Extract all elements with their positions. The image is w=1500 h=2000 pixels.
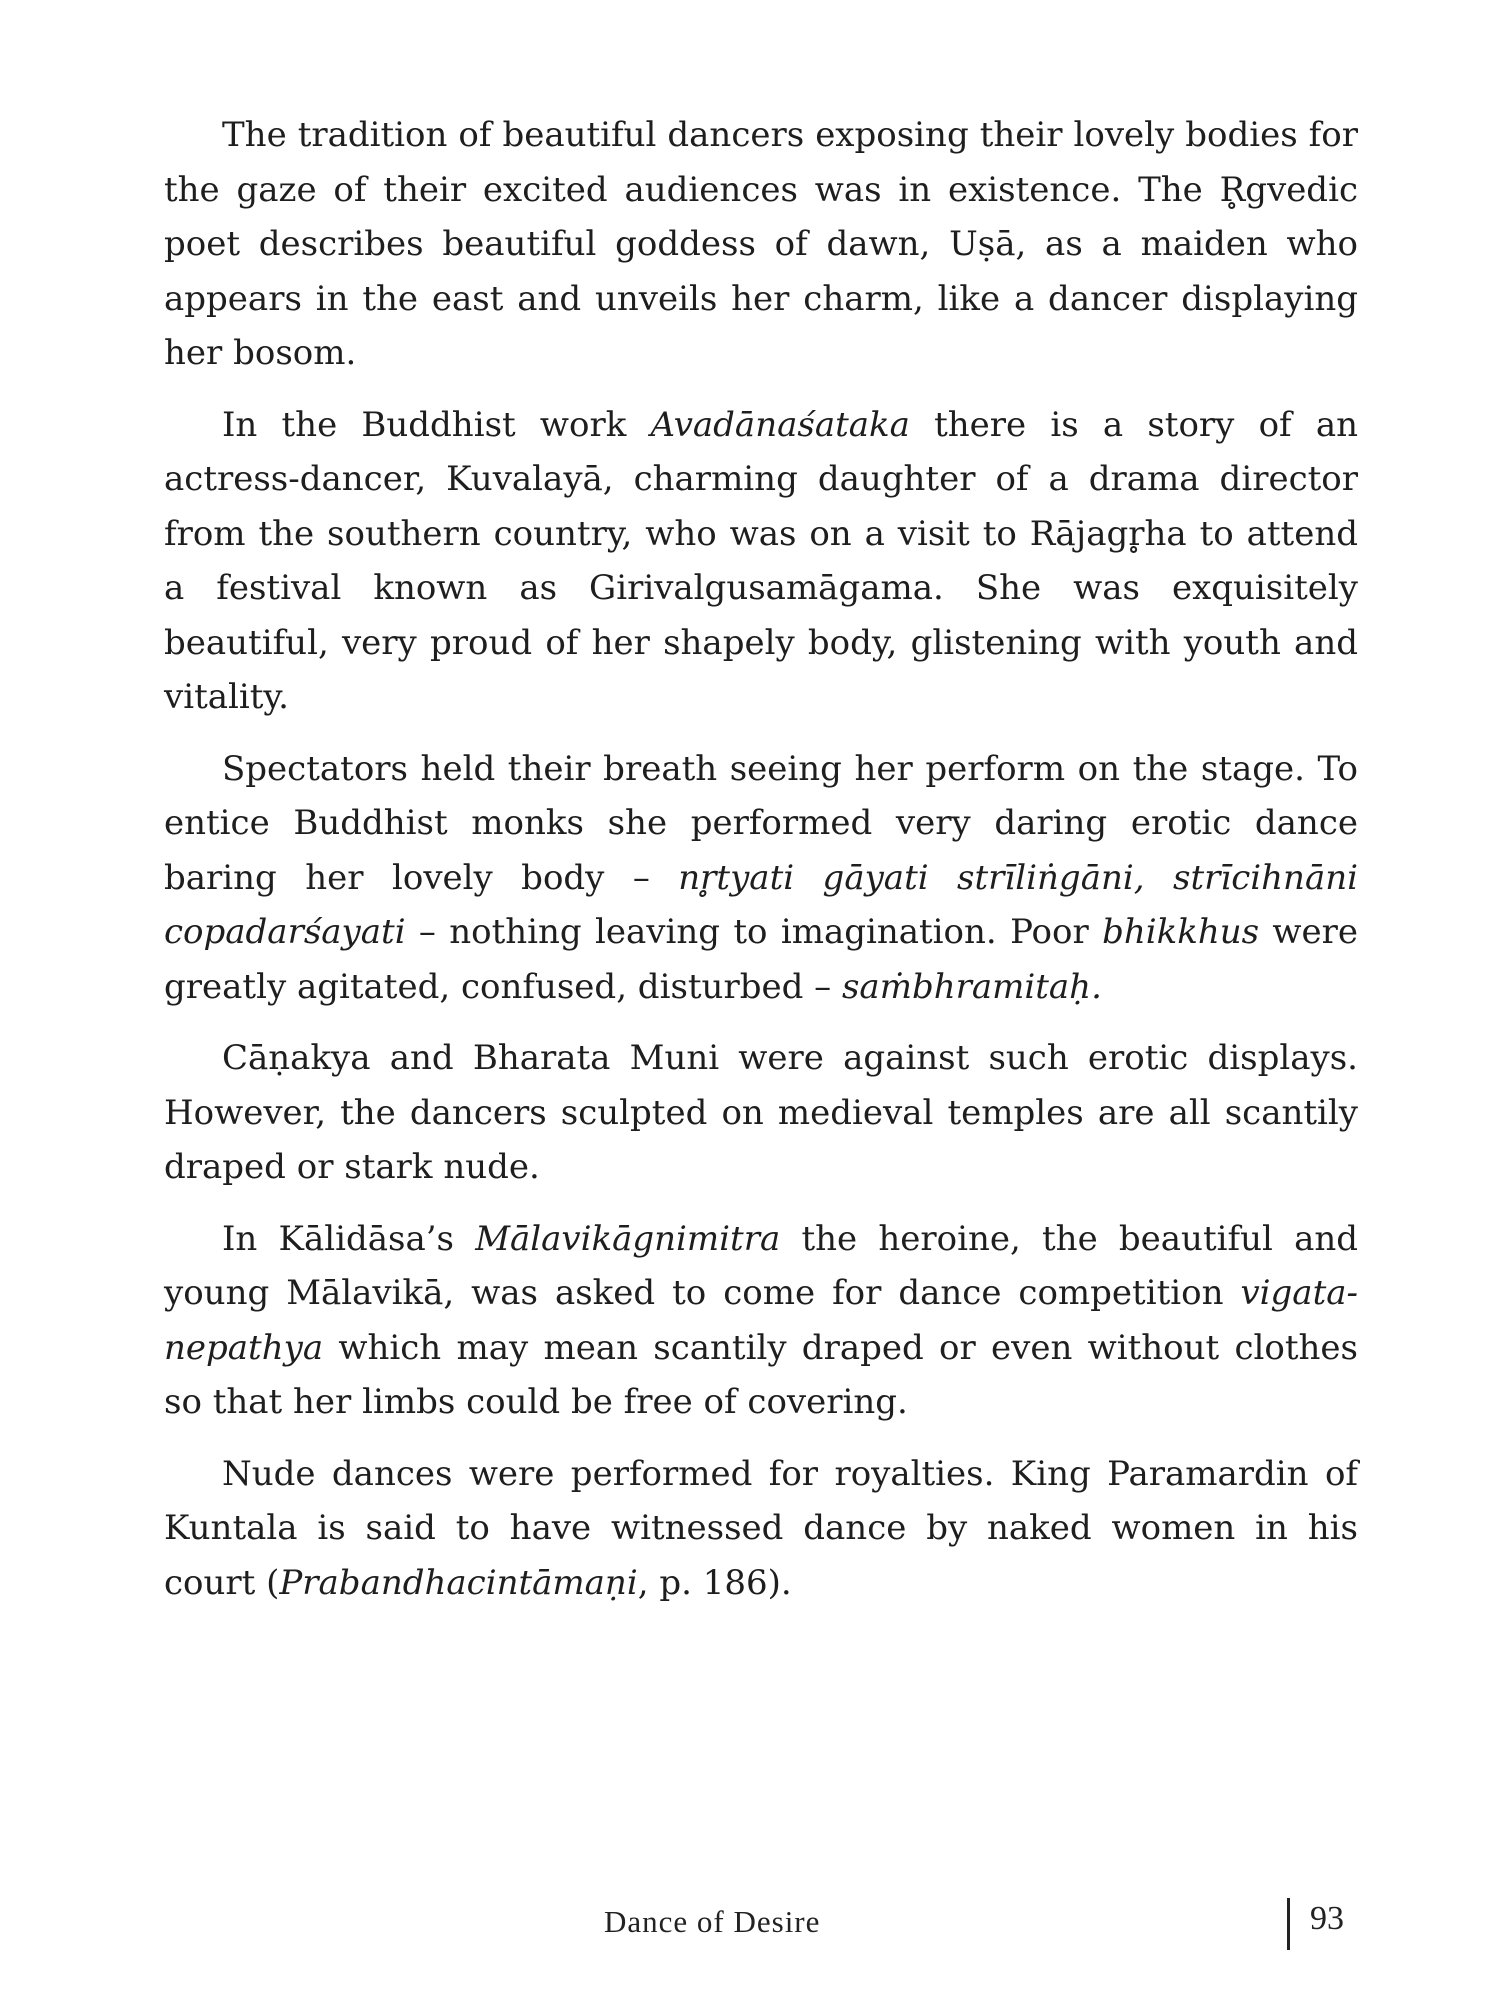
paragraph (164, 108, 1358, 381)
paragraph (164, 1447, 1358, 1611)
italic-title: Avadānaśataka (650, 404, 910, 445)
page-footer (0, 1898, 1500, 1954)
italic-quote: nr̥tyati gāyati strīliṅgāni, strīcihnāni copadarśayati (164, 857, 1358, 952)
page-number: 93 (1310, 1900, 1344, 1937)
paragraph-text: , p. 186). (637, 1562, 792, 1603)
paragraph-text: the heroine, the beautiful and young Mālavikā, was asked to come for dance competition (164, 1218, 1358, 1313)
paragraph-text: In the Buddhist work (222, 404, 651, 445)
paragraph (164, 1031, 1358, 1195)
italic-term: bhikkhus (1102, 912, 1260, 952)
paragraph-text: which may mean scantily draped or even without clothes so that her limbs could be free of covering. (164, 1327, 1358, 1422)
italic-term: vigata-nepathya (164, 1273, 1358, 1368)
paragraph (164, 398, 1358, 725)
paragraph-text: Spectators held their breath seeing her perform on the stage. To entice Buddhist monks she performed very daring erotic dance baring her lovely body – (164, 748, 1358, 898)
italic-term: saṁbhramitaḥ. (841, 966, 1102, 1007)
paragraph-text: were greatly agitated, confused, disturbed – (164, 912, 1359, 1007)
footer-separator (1287, 1898, 1290, 1950)
paragraph-text: In Kālidāsa’s (222, 1218, 476, 1259)
paragraph (164, 742, 1358, 1015)
paragraph-text: The tradition of beautiful dancers exposing their lovely bodies for the gaze of their excited audiences was in existence. The R̥gvedic poet describes beautiful goddess of dawn, Uṣā, as a maiden who appears in the east and unveils her charm, like a dancer displaying her bosom. (164, 115, 1358, 373)
paragraph (164, 1212, 1358, 1430)
paragraph-text: there is a story of an actress-dancer, Kuvalayā, charming daughter of a drama director from the southern country, who was on a visit to Rājagr̥ha to attend a festival known as Girivalgusamāgama. She was exquisitely beautiful, very proud of her shapely body, glistening with youth and vitality. (164, 404, 1358, 717)
body-text (164, 108, 1358, 1627)
running-head: Dance of Desire (604, 1904, 821, 1939)
italic-title: Prabandhacintāmaṇi (279, 1562, 638, 1603)
italic-title: Mālavikāgnimitra (475, 1218, 781, 1259)
paragraph-text: – nothing leaving to imagination. Poor (405, 912, 1103, 952)
paragraph-text: Nude dances were performed for royalties. King Paramardin of Kuntala is said to have witnessed dance by naked women in his court ( (164, 1453, 1358, 1603)
paragraph-text: Cāṇakya and Bharata Muni were against such erotic displays. However, the dancers sculpted on medieval temples are all scantily draped or stark nude. (164, 1038, 1358, 1187)
